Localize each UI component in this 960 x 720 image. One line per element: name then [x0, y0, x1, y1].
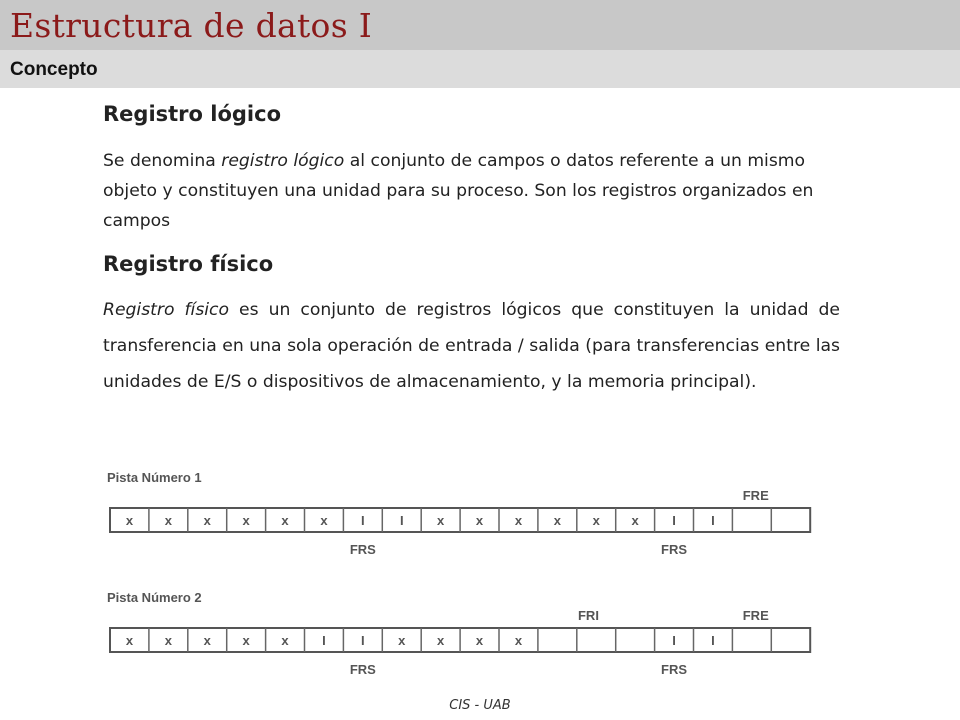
- cell-mark: x: [631, 513, 639, 528]
- marker-label: FRE: [742, 608, 769, 623]
- text-after-term: al conjunto de campos o datos referente a un mismo objeto y constituyen una unidad para su proceso. Son los registros organizados en campos: [103, 151, 814, 231]
- marker-label: FRS: [661, 542, 688, 557]
- footer-text: CIS - UAB: [449, 698, 511, 713]
- cell-mark: x: [164, 513, 172, 528]
- cell-mark: x: [164, 633, 172, 648]
- track-2: [107, 590, 810, 677]
- cell-mark: x: [553, 513, 561, 528]
- cell-mark: x: [437, 513, 445, 528]
- cell-mark: x: [281, 633, 289, 648]
- cell-mark: x: [475, 513, 484, 528]
- cell-mark: x: [437, 633, 445, 648]
- cell-mark: x: [514, 633, 523, 648]
- cell-mark: x: [125, 633, 134, 648]
- cell-mark: I: [322, 633, 326, 648]
- term-registro-logico: registro lógico: [221, 151, 345, 171]
- marker-label: FRS: [349, 662, 376, 677]
- cell-mark: I: [361, 513, 365, 528]
- cell-mark: I: [711, 513, 715, 528]
- track-1: [107, 470, 810, 557]
- cell-mark: x: [320, 513, 328, 528]
- paragraph-registro-logico: [103, 146, 840, 236]
- title-bar: [0, 0, 960, 50]
- heading-registro-logico: Registro lógico: [103, 102, 282, 126]
- cell-mark: x: [281, 513, 289, 528]
- text-before-term: Se denomina: [103, 151, 222, 171]
- cell-mark: x: [475, 633, 484, 648]
- marker-label: FRE: [742, 488, 769, 503]
- cell-mark: x: [398, 633, 406, 648]
- marker-label: FRS: [661, 662, 688, 677]
- cell-mark: x: [592, 513, 600, 528]
- heading-registro-fisico: Registro físico: [103, 252, 274, 276]
- term-registro-fisico: Registro físico: [103, 300, 230, 320]
- paragraph-registro-fisico: [103, 292, 840, 400]
- text-after-term: es un conjunto de registros lógicos que constituyen la unidad de transferencia en una sola operación de entrada / salida (para transferencias entre las unidades de E/S o dispositivos de almacenamiento, y la memoria principal).: [103, 300, 840, 392]
- cell-mark: x: [125, 513, 134, 528]
- cell-mark: I: [399, 513, 404, 528]
- cell-mark: I: [672, 513, 676, 528]
- track-diagram: [105, 465, 855, 685]
- cell-mark: x: [203, 633, 211, 648]
- cell-mark: I: [361, 633, 365, 648]
- cell-mark: I: [711, 633, 715, 648]
- cell-mark: x: [514, 513, 523, 528]
- slide-title: Estructura de datos I: [10, 6, 373, 45]
- marker-label: FRI: [577, 608, 599, 623]
- slide-subtitle: Concepto: [10, 59, 98, 80]
- subtitle-bar: [0, 50, 960, 88]
- track-label: Pista Número 1: [107, 470, 202, 485]
- track-label: Pista Número 2: [107, 590, 202, 605]
- cell-mark: x: [242, 633, 250, 648]
- cell-mark: I: [672, 633, 676, 648]
- cell-mark: x: [203, 513, 211, 528]
- marker-label: FRS: [349, 542, 376, 557]
- cell-mark: x: [242, 513, 250, 528]
